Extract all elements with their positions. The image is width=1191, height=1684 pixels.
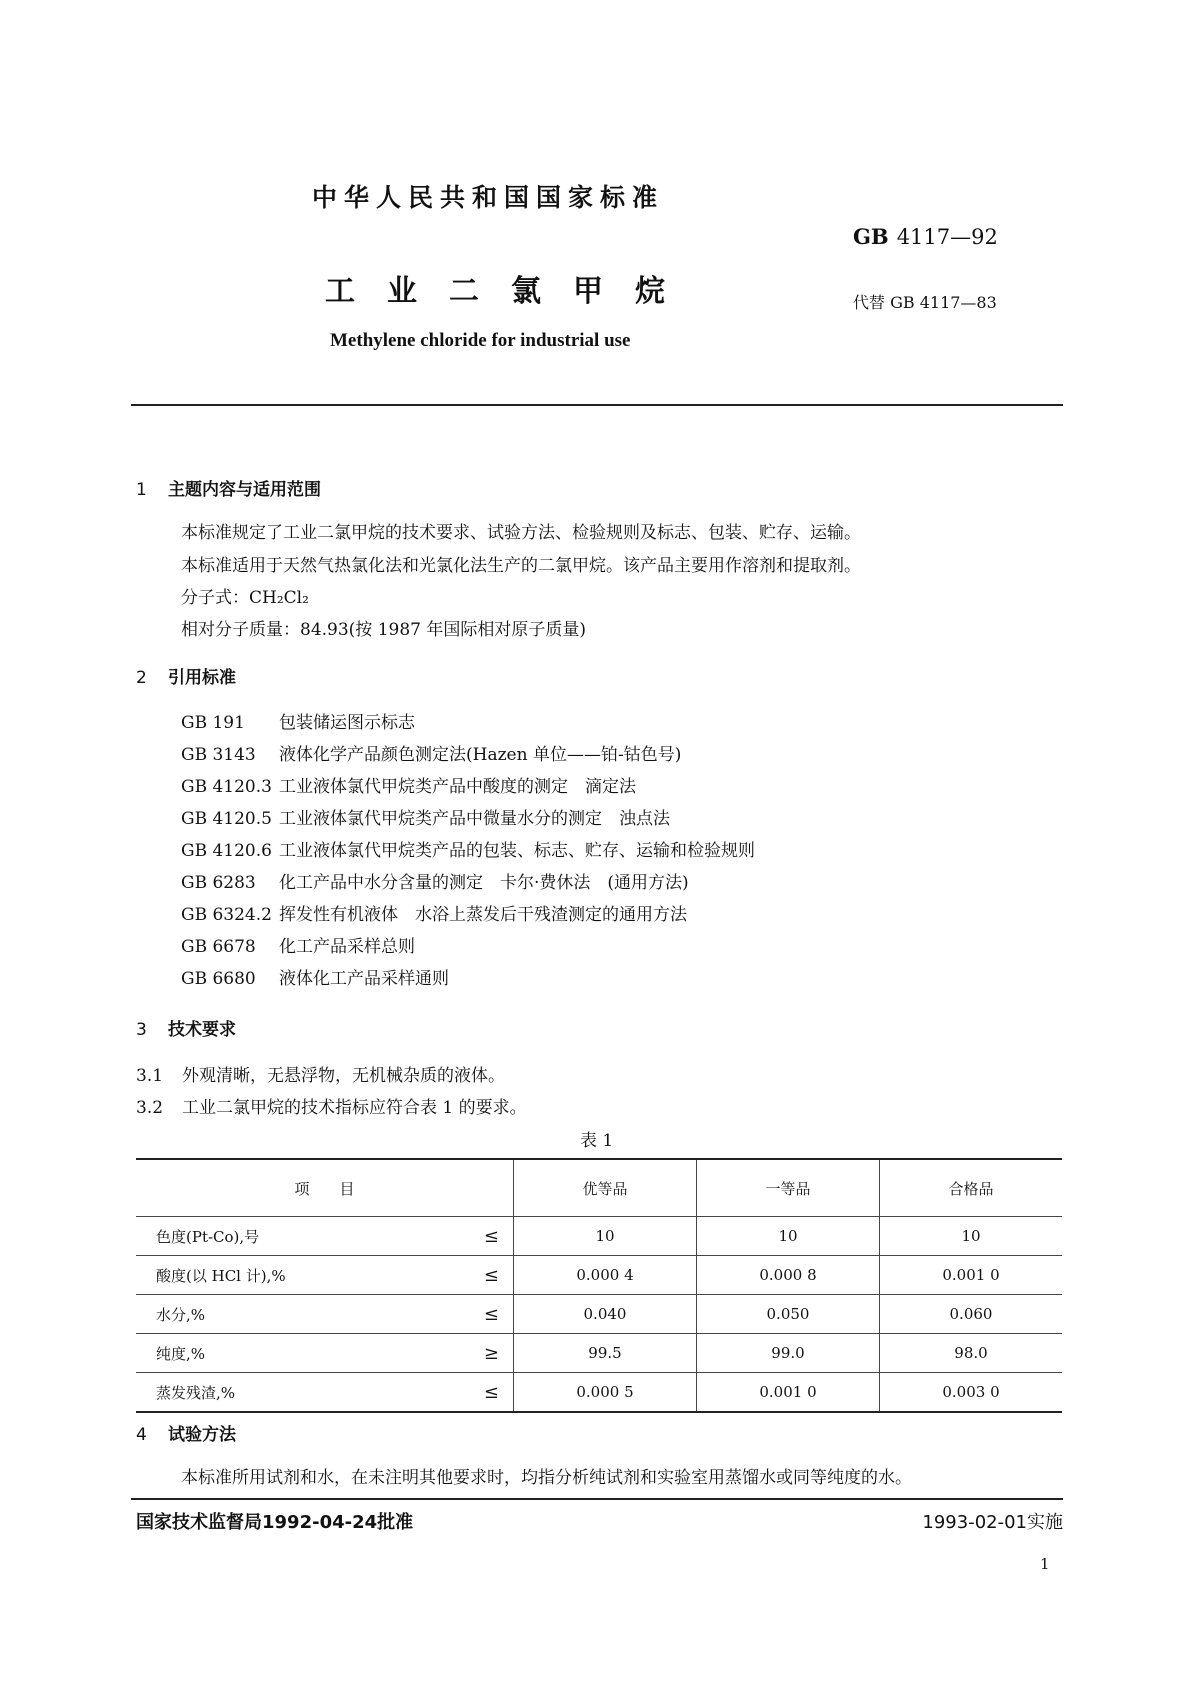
header-divider [131, 404, 1063, 406]
grade-value: 0.040 [514, 1295, 697, 1334]
reference-code: GB 191 [181, 713, 245, 733]
reference-item [181, 740, 681, 765]
reference-code: GB 4120.5 [181, 809, 272, 829]
paragraph: 本标准适用于天然气热氯化法和光氯化法生产的二氯甲烷。该产品主要用作溶剂和提取剂。 [181, 556, 861, 576]
header-item: 项 目 [136, 1159, 514, 1217]
reference-name: 化工产品采样总则 [279, 937, 415, 957]
reference-code: GB 4120.3 [181, 777, 272, 797]
reference-name: 工业液体氯代甲烷类产品中微量水分的测定 浊点法 [279, 809, 670, 829]
reference-code: GB 4120.6 [181, 841, 272, 861]
clause: 3.1 外观清晰，无悬浮物，无机械杂质的液体。 [136, 1066, 505, 1086]
reference-name: 液体化学产品颜色测定法(Hazen 单位——铂-钴色号) [279, 745, 682, 765]
reference-item [181, 932, 415, 957]
grade-value: 0.000 5 [514, 1373, 697, 1413]
grade-value: 0.050 [697, 1295, 880, 1334]
paragraph: 本标准规定了工业二氯甲烷的技术要求、试验方法、检验规则及标志、包装、贮存、运输。 [181, 523, 861, 543]
row-item: 酸度(以 HCl 计),% [136, 1256, 458, 1295]
reference-code: GB 6283 [181, 873, 256, 893]
page-number: 1 [1040, 1555, 1050, 1573]
english-title: Methylene chloride for industrial use [330, 330, 631, 351]
table-row [136, 1256, 1062, 1295]
grade-value: 0.001 0 [697, 1373, 880, 1413]
reference-name: 工业液体氯代甲烷类产品中酸度的测定 滴定法 [279, 777, 636, 797]
grade-value: 0.000 8 [697, 1256, 880, 1295]
table-row [136, 1373, 1062, 1413]
grade-value: 10 [880, 1217, 1063, 1256]
reference-code: GB 6324.2 [181, 905, 272, 925]
row-item: 色度(Pt-Co),号 [136, 1217, 458, 1256]
formula: 分子式：CH₂Cl₂ [181, 588, 309, 608]
reference-item [181, 964, 449, 989]
section-heading: 2 引用标准 [136, 668, 236, 688]
reference-item [181, 836, 755, 861]
grade-value: 0.003 0 [880, 1373, 1063, 1413]
table-row [136, 1295, 1062, 1334]
effective-date: 1993-02-01实施 [922, 1512, 1063, 1533]
grade-value: 10 [697, 1217, 880, 1256]
spec-table [136, 1158, 1062, 1413]
section-heading: 3 技术要求 [136, 1020, 236, 1040]
grade-value: 0.000 4 [514, 1256, 697, 1295]
footer-divider [131, 1498, 1063, 1500]
replaces-note: 代替 GB 4117—83 [853, 293, 997, 312]
header-grade: 优等品 [514, 1159, 697, 1217]
reference-item [181, 868, 689, 893]
table-row [136, 1217, 1062, 1256]
comparison-symbol: ≥ [458, 1334, 514, 1373]
reference-name: 挥发性有机液体 水浴上蒸发后干残渣测定的通用方法 [279, 905, 687, 925]
row-item: 纯度,% [136, 1334, 458, 1373]
header-grade: 一等品 [697, 1159, 880, 1217]
comparison-symbol: ≤ [458, 1217, 514, 1256]
reference-item [181, 804, 670, 829]
reference-name: 化工产品中水分含量的测定 卡尔·费休法 (通用方法) [279, 873, 689, 893]
comparison-symbol: ≤ [458, 1256, 514, 1295]
reference-name: 液体化工产品采样通则 [279, 969, 449, 989]
reference-name: 工业液体氯代甲烷类产品的包装、标志、贮存、运输和检验规则 [279, 841, 755, 861]
code-prefix: GB [853, 224, 889, 249]
standard-code [853, 224, 998, 249]
comparison-symbol: ≤ [458, 1373, 514, 1413]
reference-item [181, 900, 687, 925]
molecular-mass: 相对分子质量：84.93(按 1987 年国际相对原子质量) [181, 620, 587, 640]
reference-code: GB 6678 [181, 937, 256, 957]
clause: 3.2 工业二氯甲烷的技术指标应符合表 1 的要求。 [136, 1098, 527, 1118]
code-number: 4117—92 [896, 225, 998, 249]
reference-code: GB 6680 [181, 969, 256, 989]
grade-value: 98.0 [880, 1334, 1063, 1373]
grade-value: 0.060 [880, 1295, 1063, 1334]
reference-code: GB 3143 [181, 745, 256, 765]
table-row [136, 1334, 1062, 1373]
grade-value: 99.5 [514, 1334, 697, 1373]
section-heading: 1 主题内容与适用范围 [136, 480, 321, 500]
row-item: 水分,% [136, 1295, 458, 1334]
paragraph: 本标准所用试剂和水，在未注明其他要求时，均指分析纯试剂和实验室用蒸馏水或同等纯度的水。 [181, 1468, 912, 1488]
table-caption: 表 1 [580, 1131, 614, 1151]
grade-value: 99.0 [697, 1334, 880, 1373]
comparison-symbol: ≤ [458, 1295, 514, 1334]
reference-item [181, 772, 636, 797]
grade-value: 10 [514, 1217, 697, 1256]
approval-date: 国家技术监督局1992-04-24批准 [136, 1512, 414, 1533]
header-grade: 合格品 [880, 1159, 1063, 1217]
reference-name: 包装储运图示标志 [279, 713, 415, 733]
row-item: 蒸发残渣,% [136, 1373, 458, 1413]
reference-item [181, 708, 415, 733]
standard-org: 中华人民共和国国家标准 [312, 183, 665, 212]
document-title: 工业二氯甲烷 [325, 274, 697, 309]
grade-value: 0.001 0 [880, 1256, 1063, 1295]
section-heading: 4 试验方法 [136, 1425, 236, 1445]
